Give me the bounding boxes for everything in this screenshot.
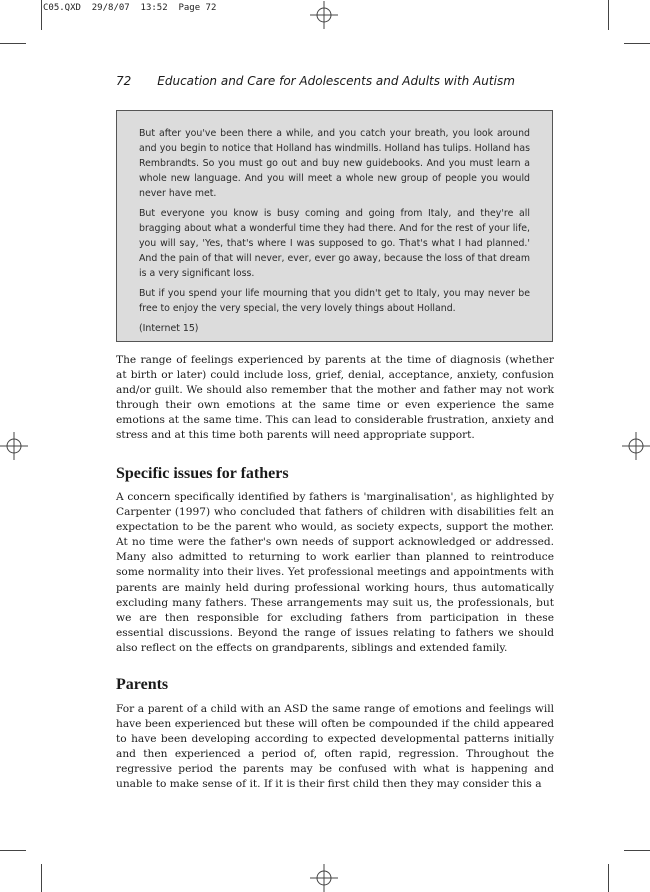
crop-mark-top-right-h [624, 43, 650, 44]
crop-mark-bottom-right-h [624, 850, 650, 851]
quote-paragraph: But if you spend your life mourning that you didn't get to Italy, you may never be free to enjoy the very special, the very lovely things about Holland. [139, 288, 530, 314]
quote-box [116, 110, 553, 342]
quote-paragraph: But everyone you know is busy coming and going from Italy, and they're all bragging about what a wonderful time they had there. And for the rest of your life, you will say, 'Yes, that's where I was supposed to go. That's what I had planned.' And the pain of that will never, ever, ever go away, because the loss of that dream is a very significant loss. [139, 208, 530, 279]
parents-paragraph: For a parent of a child with an ASD the same range of emotions and feelings will have been experienced but these will often be compounded if the child appeared to have been developing according to expected developmental patterns initially and then experienced a period of, often rapid, regression. Throughout the regressive period the parents may be confused with what is happening and unable to make sense of it. If it is their first child then they may consider this a [116, 703, 554, 791]
page-number: 72 [116, 74, 132, 88]
section-heading-parents: Parents [116, 676, 169, 693]
intro-paragraph: The range of feelings experienced by parents at the time of diagnosis (whether at birth or later) could include loss, grief, denial, acceptance, anxiety, confusion and/or guilt. We should also remember that the mother and father may not work through their own emotions at the same time or even experience the same emotions at the same time. This can lead to considerable frustration, anxiety and stress and at this time both parents will need appropriate support. [116, 354, 554, 442]
crop-mark-top-right-v [608, 0, 609, 30]
crop-mark-bottom-left-v [41, 864, 42, 892]
crop-mark-bottom-right-v [608, 864, 609, 892]
registration-mark-top-icon [310, 1, 338, 29]
crop-mark-top-left-v [41, 0, 42, 30]
quote-paragraph: But after you've been there a while, and you catch your breath, you look around and you begin to notice that Holland has windmills. Holland has tulips. Holland has Rembrandts. So you must go out and buy new guidebooks. And you must learn a whole new language. And you will meet a whole new group of people you would never have met. [139, 128, 530, 199]
crop-mark-top-left-h [0, 43, 26, 44]
registration-mark-right-icon [622, 432, 650, 460]
print-slug: C05.QXD 29/8/07 13:52 Page 72 [43, 3, 217, 13]
quote-source: (Internet 15) [139, 323, 199, 334]
running-title: Education and Care for Adolescents and Adults with Autism [157, 74, 515, 88]
fathers-paragraph: A concern specifically identified by fathers is 'marginalisation', as highlighted by Carpenter (1997) who concluded that fathers of children with disabilities felt an expectation to be the parent who would, as society expects, support the mother. At no time were the father's own needs of support acknowledged or addressed. Many also admitted to returning to work earlier than planned to reintroduce some normality into their lives. Yet professional meetings and appointments with parents are mainly held during professional working hours, thus automatically excluding many fathers. These arrangements may suit us, the professionals, but we are then responsible for excluding fathers from participation in these essential discussions. Beyond the range of issues relating to fathers we should also reflect on the effects on grandparents, siblings and extended family. [116, 491, 554, 654]
section-heading-fathers: Specific issues for fathers [116, 465, 289, 482]
registration-mark-bottom-icon [310, 864, 338, 892]
running-header [116, 74, 556, 88]
crop-mark-bottom-left-h [0, 850, 26, 851]
registration-mark-left-icon [0, 432, 28, 460]
